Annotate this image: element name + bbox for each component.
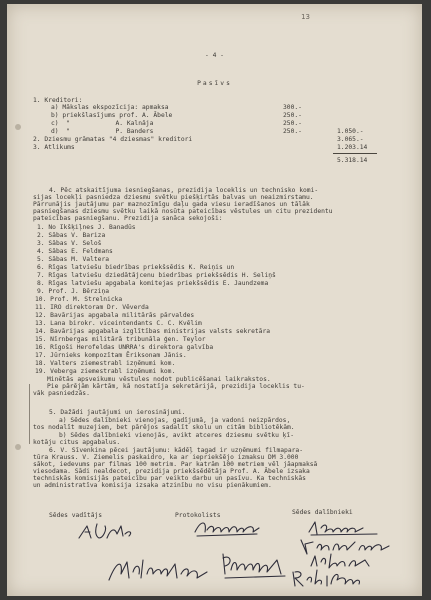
handwritten-page-number: 13 [301,13,310,21]
list-item: 15. Nīrnbergas militārā tribunāla ģen. Teylor [35,336,206,343]
signature-large-1 [107,556,217,586]
passive-item-total: 1.050.- [337,128,364,135]
paragraph-line: sākot, iedevums par filmas 100 metrim. Par katrām 100 metriem vēl jāapmaksā [33,461,318,468]
list-item: 17. Jūrnieks kompozītam Ēriksonam Jānis. [35,352,187,359]
punch-hole [15,444,21,450]
passive-item-text: d) " P. Banders [51,128,154,135]
paragraph-line: pateicības pasniegšanu. Prezidija sanāca sekojoši: [33,215,223,222]
paragraph-line: un administratīva komisija izsaka atzinību no visu pienākumiem. [33,482,272,489]
list-item: 7. Rīgas latviešu dziedātājcenu biedrības priekšsēdis H. Seliņš [37,272,276,279]
passive-item-text: b) priekšlasījums prof. A. Ābele [51,112,173,119]
paragraph-line: 5. Dažādi jautājumi un ierosinājumi. [49,409,186,416]
passive-item-text: c) " A. Kalnāja [51,120,154,127]
paragraph-line: Minētās apsveikumu vēstules nodot publicēšanai laikrakstos. [47,376,271,383]
margin-mark [29,384,30,444]
paragraph-line: sijas locekļi pasniedza dziesmu svētku piešķirtās balvas un neaizmirstamu. [33,194,314,201]
list-item: 9. Prof. J. Bērziņa [37,288,110,295]
sum-line [333,153,377,154]
list-item: 11. IRO direktoram Dr. Vēverda [35,304,149,311]
list-item: 8. Rīgas latviešu apgabala komitejas priekšsēdis E. Jaundzema [37,280,269,287]
chair-label: Sēdes vadītājs [49,512,103,519]
paragraph-line: techniskās komisijās pateicību par veikto darbu un pasīvu. Ka techniskās [33,475,306,482]
passive-item-amount: 250.- [283,112,302,119]
list-item: 2. Sābas V. Bariza [37,232,106,239]
members-label: Sēdes dalībnieki [292,509,353,516]
list-item: 6. Rīgas latviešu biedrības priekšsēdis K. Reiņis un [37,264,235,271]
passive-item-text: a) Mākslas ekspozīcija: apmaksa [51,104,173,111]
list-item: 16. Rīgoši Herofeldas UNRRA's direktora galvība [35,344,214,351]
paragraph-line: vāk pasniedzās. [33,390,90,397]
paragraph-line: tūra Krauss. V. Ziemelis paskaidro, ka ar iepriekšējo izmaksu DM 3.000 [33,454,299,461]
signature-large-2 [221,550,299,582]
passive-item-text: 2. Dziesmu grāmatas "4 dziesmas" kreditori [33,136,193,143]
signature-protocolist [193,516,265,542]
paragraph-line: b) Sēdes dalībnieki vienojās, avikt atceres dziesmu svētku ķī- [59,432,295,439]
section-heading: Pasīvs [197,80,232,87]
punch-hole [15,124,21,130]
passive-item-text: 3. Atlikums [33,144,75,151]
passive-item-amount: 250.- [283,120,302,127]
passive-item-amount: 250.- [283,128,302,135]
passive-item-amount: 300.- [283,104,302,111]
paragraph-line: viesodama. Sādi nealdecot, prezidija priekšsēdētāja Prof. A. Ābele izsaka [33,468,310,475]
paragraph-line: Pie pārējām kārtām, kā nostatīja sekretārijā, prezidija loceklis tu- [47,383,305,390]
paragraph-line: kotāju citus apgabalus. [33,439,121,446]
list-item: 4. Sābas E. Feldmans [37,248,113,255]
list-item: 3. Sābas V. Seloš [37,240,102,247]
paragraph-line: Pārrunājis jautājumu par maznozīmīgu daļu gada viesu ieradīšanos un tālāk [33,201,310,208]
paragraph-line: 6. V. Sīvenkina pēcei jautājumu: kādēļ tagad ir uzņēmumi filmapara- [49,447,304,454]
protocol-label: Protokolists [175,512,221,519]
list-item: 5. Sābas M. Valtera [37,256,110,263]
list-item: 18. Valters ziemestrabl izņēmumi kom. [35,360,176,367]
paragraph-line: pasniegšanas dziesmu svētku laikā nosūta pateicības vēstules un citu prezidentu [33,208,333,215]
paragraph-line: a) Sēdes dalībnieki vienojas, gadījumā, ja vadoni neizpārdos, [59,417,291,424]
list-item: 19. Veberga ziemestrabl izņēmumi kom. [35,368,176,375]
document-page [7,4,422,596]
list-item: 14. Bavārijas apgabala izglītības ministrijas valsts sekretāra [35,328,271,335]
list-item: 12. Bavārijas apgabala militārās pārvaldes [35,312,195,319]
paragraph-line: tos nodalīt muzejiem, bet pārējos sadalīt skolu un citām bibliotēkām. [33,424,295,431]
list-item: 13. Lana birokr. viceintendants C. C. Kvēlim [35,320,202,327]
paragraph-line: 4. Pēc atskaitījuma iesniegšanas, prezidija loceklis un technisko komi- [49,187,319,194]
passive-item-total: 3.065.- [337,136,364,143]
list-item: 1. No Ikšķiļnes J. Banadūs [37,224,136,231]
page-number: - 4 - [205,52,224,59]
signature-member-4 [291,568,371,590]
list-item: 10. Prof. M. Strelnicka [35,296,123,303]
passive-item-text: 1. Kreditori: [33,97,83,104]
signature-chair [77,520,137,544]
grand-total: 5.318.14 [337,157,368,164]
passive-item-total: 1.203.14 [337,144,368,151]
